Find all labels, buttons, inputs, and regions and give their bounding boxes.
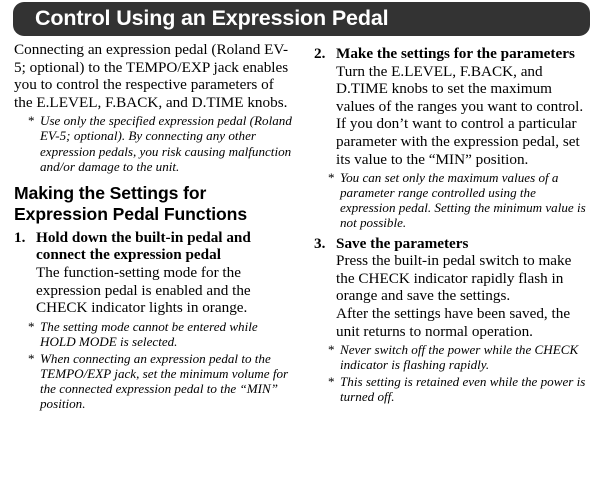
note-text: When connecting an expression pedal to the TEMPO/EXP jack, set the minimum volume for the connected expression pedal to the “MIN” position. — [40, 350, 289, 412]
step-1-note-2 — [14, 351, 292, 411]
note-asterisk-icon: * — [328, 374, 335, 390]
step-3-title: Save the parameters — [336, 234, 469, 252]
step-3-number: 3. — [314, 234, 326, 252]
note-text: You can set only the maximum values of a parameter range controlled using the expression pedal. Setting the minimum value is not possible. — [340, 170, 586, 231]
step-2-title: Make the settings for the parameters — [336, 45, 575, 62]
step-2 — [314, 45, 592, 231]
note-asterisk-icon: * — [28, 113, 35, 129]
note-text: The setting mode cannot be entered while HOLD MODE is selected. — [40, 318, 258, 349]
step-3-body-first: Press the built-in pedal switch to make the CHECK indicator rapidly flash in orange and save the settings. — [336, 252, 572, 305]
note-asterisk-icon: * — [328, 170, 335, 186]
step-1-body: The function-setting mode for the expression pedal is enabled and the CHECK indicator lights in orange. — [36, 263, 251, 317]
step-2-body: Turn the E.LEVEL, F.BACK, and D.TIME knobs to set the maximum values of the ranges you want to control. If you don’t want to control a particular parameter with the expression pedal, set its value to the “MIN” position. — [336, 62, 584, 168]
two-column-layout — [0, 41, 600, 411]
step-2-number: 2. — [314, 45, 326, 62]
right-column — [300, 41, 600, 404]
step-1-title: Hold down the built-in pedal and connect the expression pedal — [36, 228, 251, 264]
step-1-note-1 — [14, 319, 292, 349]
note-text: Never switch off the power while the CHECK indicator is flashing rapidly. — [340, 342, 579, 373]
page-title: Control Using an Expression Pedal — [35, 6, 389, 30]
page-header-banner — [13, 2, 590, 36]
note-asterisk-icon: * — [28, 318, 35, 334]
note-asterisk-icon: * — [328, 342, 335, 358]
note-text: Use only the specified expression pedal (Roland EV-5; optional). By connecting any other expression pedals, you risk causing malfunction and/or damage to the unit. — [40, 113, 292, 174]
step-3 — [314, 235, 592, 405]
note-asterisk-icon: * — [28, 350, 35, 366]
intro-paragraph: Connecting an expression pedal (Roland EV-5; optional) to the TEMPO/EXP jack enables you to control the respective parameters of the E.LEVEL, F.BACK, and D.TIME knobs. — [14, 41, 289, 111]
step-1 — [14, 229, 292, 412]
section-heading: Making the Settings for Expression Pedal Functions — [14, 182, 248, 224]
step-2-note-1 — [314, 170, 592, 230]
left-column — [0, 41, 300, 411]
step-3-note-2 — [314, 374, 592, 404]
step-1-number: 1. — [14, 228, 26, 246]
step-3-body-second: After the settings have been saved, the unit returns to normal operation. — [336, 304, 571, 340]
step-3-note-1 — [314, 342, 592, 372]
note-text: This setting is retained even while the power is turned off. — [340, 374, 586, 405]
intro-note — [14, 113, 292, 173]
